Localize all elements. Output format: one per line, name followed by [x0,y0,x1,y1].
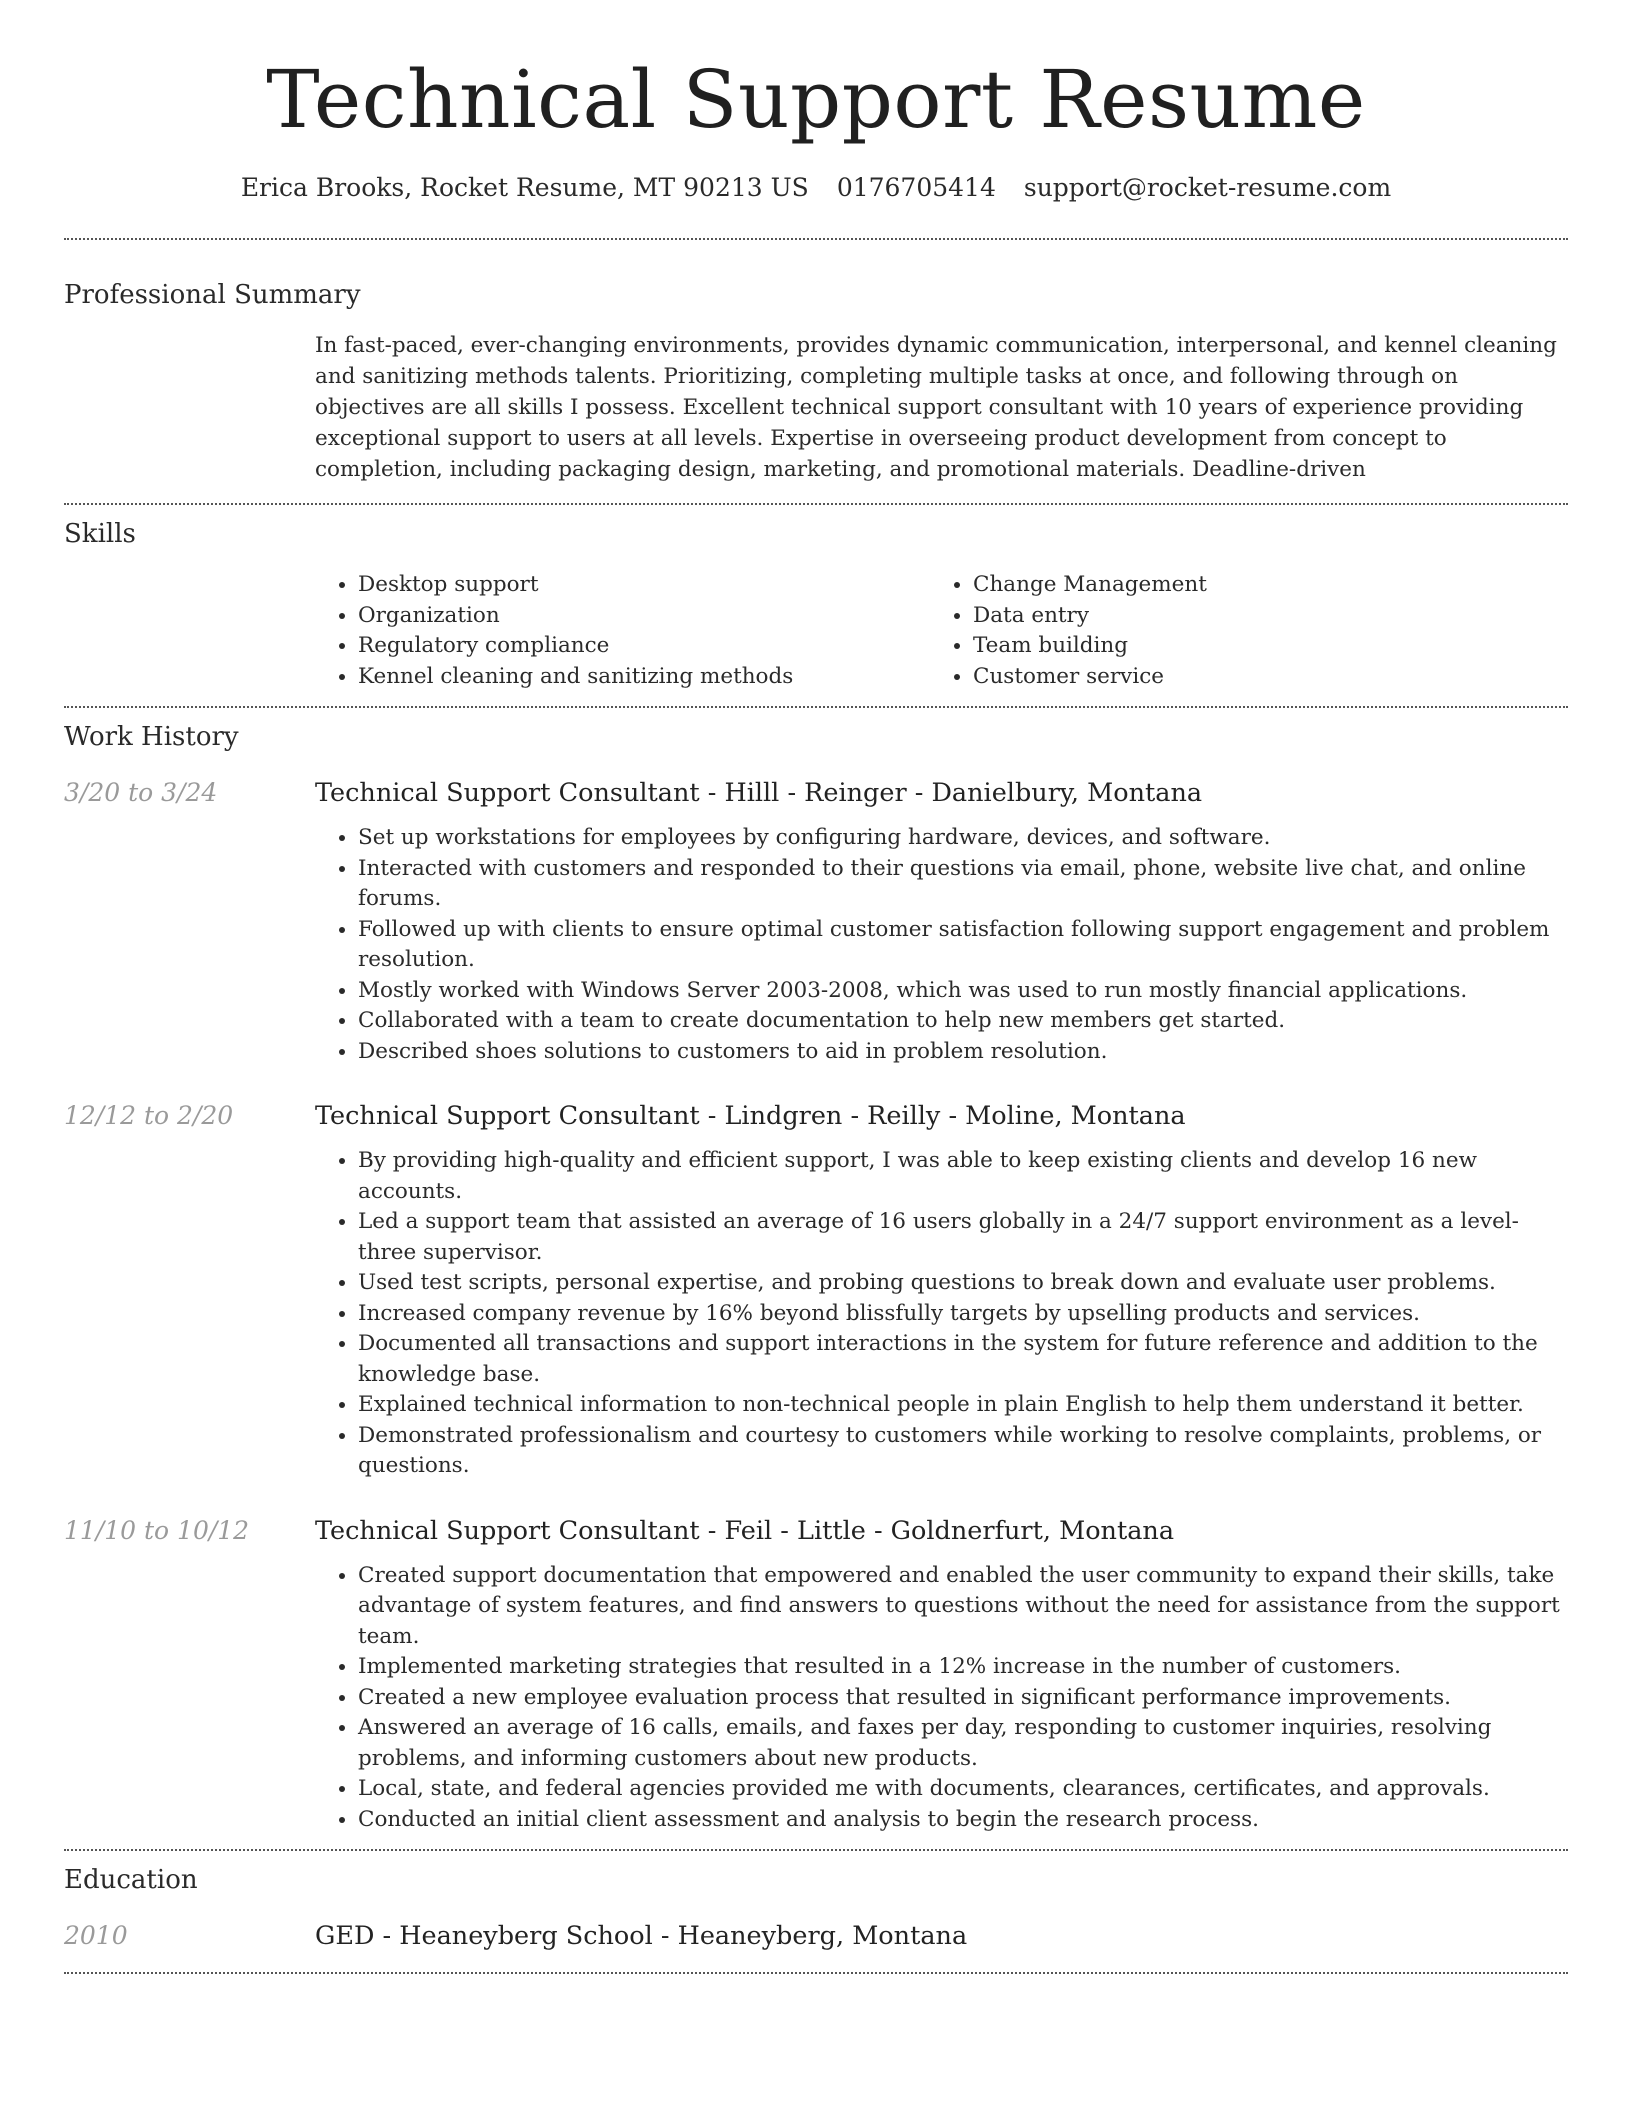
job-bullets [315,1146,1568,1482]
divider [64,503,1568,505]
job-bullet: • Interacted with customers and responded to their questions via email, phone, website live chat, and online forums. [358,854,1568,915]
job-bullet: • Used test scripts, personal expertise, and probing questions to break down and evaluate user problems. [358,1268,1568,1299]
skill-item: • Kennel cleaning and sanitizing methods [358,662,930,693]
divider [64,1849,1568,1851]
job-bullet: • Collaborated with a team to create documentation to help new members get started. [358,1006,1568,1037]
resume-title: Technical Support Resume [266,53,1366,146]
job-date: 3/20 to 3/24 [64,778,218,807]
job-bullet: • Increased company revenue by 16% beyond blissfully targets by upselling products and services. [358,1299,1568,1330]
section-title-skills: Skills [64,519,136,549]
job-bullet: • Demonstrated professionalism and courtesy to customers while working to resolve complaints, problems, or questions. [358,1421,1568,1482]
divider [64,706,1568,708]
skill-item: • Change Management [973,570,1545,601]
divider [64,238,1568,240]
contact-line [64,172,1568,204]
job-bullet: • Set up workstations for employees by configuring hardware, devices, and software. [358,823,1568,854]
skill-item: • Team building [973,631,1545,662]
skill-item: • Regulatory compliance [358,631,930,662]
job-date: 12/12 to 2/20 [64,1101,234,1130]
job-entry [64,1515,1568,1547]
job-heading: Technical Support Consultant - Lindgren - Reilly - Moline, Montana [315,1101,1186,1131]
contact-email: support@rocket-resume.com [1023,173,1392,202]
job-date: 11/10 to 10/12 [64,1515,250,1545]
job-bullet: • Local, state, and federal agencies provided me with documents, clearances, certificates, and approvals. [358,1774,1568,1805]
skill-item: • Desktop support [358,570,930,601]
skills-list [315,570,1568,692]
job-bullet: • Created support documentation that empowered and enabled the user community to expand their skills, take advantage of system features, and find answers to questions without the need for assistance from the support team. [358,1561,1568,1653]
job-bullets [315,823,1568,1067]
job-bullet: • Described shoes solutions to customers to aid in problem resolution. [358,1037,1568,1068]
section-title-work: Work History [64,722,239,752]
job-bullets [315,1561,1568,1836]
skill-item: • Organization [358,601,930,632]
job-bullet: • Created a new employee evaluation process that resulted in significant performance improvements. [358,1683,1568,1714]
skill-item: • Customer service [973,662,1545,693]
skills-column-right [930,570,1545,692]
job-bullet: • Answered an average of 16 calls, emails, and faxes per day, responding to customer inquiries, resolving problems, and informing customers about new products. [358,1713,1568,1774]
job-bullet: • Mostly worked with Windows Server 2003-2008, which was used to run mostly financial applications. [358,976,1568,1007]
job-bullet: • By providing high-quality and efficient support, I was able to keep existing clients and develop 16 new accounts. [358,1146,1568,1207]
job-heading: Technical Support Consultant - Feil - Little - Goldnerfurt, Montana [315,1515,1175,1546]
job-bullet: • Explained technical information to non-technical people in plain English to help them understand it better. [358,1390,1568,1421]
job-bullet: • Conducted an initial client assessment and analysis to begin the research process. [358,1805,1568,1836]
divider [64,1972,1568,1974]
education-entry [64,1920,1568,1952]
section-title-summary: Professional Summary [64,280,361,310]
job-bullet: • Implemented marketing strategies that resulted in a 12% increase in the number of customers. [358,1652,1568,1683]
contact-address: Erica Brooks, Rocket Resume, MT 90213 US [240,173,809,202]
education-heading: GED - Heaneyberg School - Heaneyberg, Montana [315,1921,968,1951]
skill-item: • Data entry [973,601,1545,632]
resume-page [64,0,1568,1974]
job-entry [64,1100,1568,1132]
job-bullet: • Followed up with clients to ensure optimal customer satisfaction following support engagement and problem resolution. [358,915,1568,976]
section-title-education: Education [64,1865,198,1895]
job-bullet: • Documented all transactions and support interactions in the system for future reference and addition to the knowledge base. [358,1329,1568,1390]
skills-column-left [315,570,930,692]
job-heading: Technical Support Consultant - Hilll - Reinger - Danielbury, Montana [315,778,1203,808]
education-date: 2010 [64,1921,128,1950]
contact-phone: 0176705414 [836,173,996,202]
summary-text: In fast-paced, ever-changing environments, provides dynamic communication, interpersonal, and kennel cleaning and sanitizing methods talents. Prioritizing, completing multiple tasks at once, and following through on objectives are all skills I possess. Excellent technical support consultant with 10 years of experience providing exceptional support to users at all levels. Expertise in overseeing product development from concept to completion, including packaging design, marketing, and promotional materials. Deadline-driven [315,333,1557,482]
job-bullet: • Led a support team that assisted an average of 16 users globally in a 24/7 support environment as a level-three supervisor. [358,1207,1568,1268]
job-entry [64,777,1568,809]
